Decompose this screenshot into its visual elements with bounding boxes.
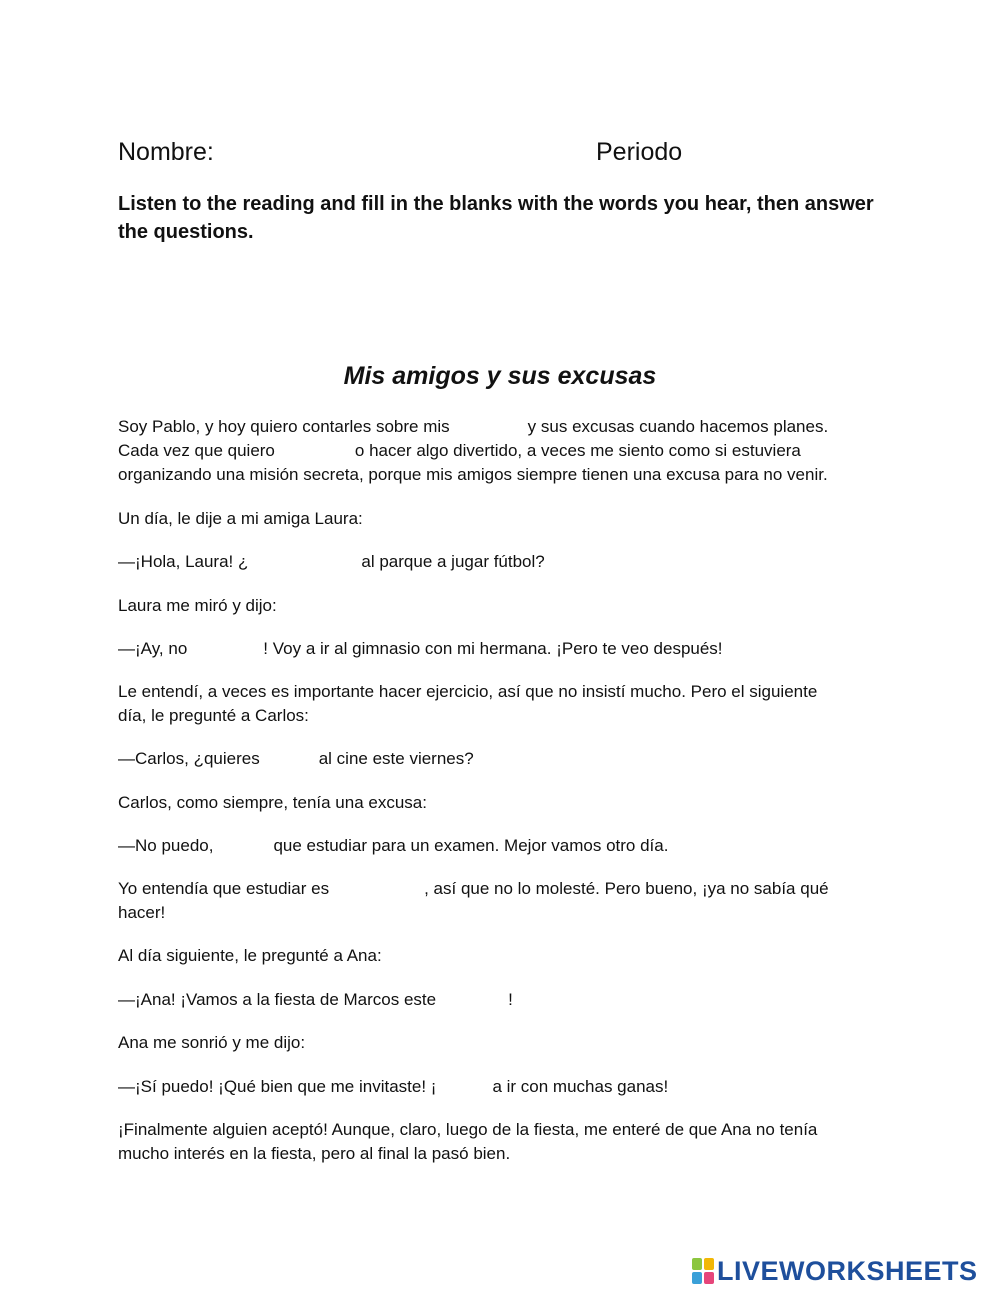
- blank-input[interactable]: [213, 838, 273, 856]
- paragraph: Un día, le dije a mi amiga Laura:: [118, 509, 363, 528]
- text-line: [118, 415, 888, 439]
- paragraph: Carlos, como siempre, tenía una excusa:: [118, 793, 427, 812]
- text-line: organizando una misión secreta, porque mis amigos siempre tienen una excusa para no venir.: [118, 465, 828, 484]
- blank-input[interactable]: [275, 443, 355, 461]
- period-label: Periodo: [596, 138, 683, 166]
- text: Yo entendía que estudiar es: [118, 879, 330, 898]
- paragraph: [118, 1118, 888, 1166]
- text-line: Le entendí, a veces es importante hacer ejercicio, así que no insistí mucho. Pero el siguiente: [118, 682, 818, 701]
- paragraph: Al día siguiente, le pregunté a Ana:: [118, 946, 382, 965]
- text-line: mucho interés en la fiesta, pero al final la pasó bien.: [118, 1144, 511, 1163]
- name-label: Nombre:: [118, 138, 214, 166]
- blank-input[interactable]: [436, 1079, 492, 1097]
- text: !: [508, 990, 513, 1009]
- paragraph-dialogue: [118, 834, 888, 858]
- paragraph-dialogue: [118, 637, 888, 661]
- text-line: [118, 877, 888, 901]
- text-line: [118, 439, 888, 463]
- text-line: día, le pregunté a Carlos:: [118, 706, 309, 725]
- liveworksheets-logo: [692, 1255, 978, 1287]
- paragraph-dialogue: [118, 1075, 888, 1099]
- logo-text: LIVEWORKSHEETS: [717, 1255, 978, 1286]
- text: —¡Ay, no: [118, 639, 188, 658]
- paragraph: [118, 680, 888, 728]
- text-line: ¡Finalmente alguien aceptó! Aunque, claro, luego de la fiesta, me enteré de que Ana no tenía: [118, 1120, 818, 1139]
- text: al cine este viernes?: [318, 749, 474, 768]
- text: y sus excusas cuando hacemos planes.: [527, 417, 829, 436]
- text: a ir con muchas ganas!: [492, 1077, 669, 1096]
- paragraph-dialogue: [118, 550, 888, 574]
- text: , así que no lo molesté. Pero bueno, ¡ya no sabía qué: [424, 879, 829, 898]
- text: Soy Pablo, y hoy quiero contarles sobre mis: [118, 417, 450, 436]
- blank-input[interactable]: [260, 751, 319, 769]
- blank-input[interactable]: [436, 992, 508, 1010]
- paragraph: Ana me sonrió y me dijo:: [118, 1033, 306, 1052]
- text: que estudiar para un examen. Mejor vamos otro día.: [273, 836, 669, 855]
- story-title: Mis amigos y sus excusas: [343, 362, 657, 390]
- paragraph-dialogue: [118, 988, 888, 1012]
- paragraph: Laura me miró y dijo:: [118, 596, 277, 615]
- text-line: hacer!: [118, 903, 166, 922]
- text: ! Voy a ir al gimnasio con mi hermana. ¡Pero te veo después!: [263, 639, 723, 658]
- paragraph-intro: [118, 415, 888, 487]
- blank-input[interactable]: [248, 554, 361, 572]
- logo-mark-icon: [692, 1258, 714, 1284]
- blank-input[interactable]: [187, 641, 263, 659]
- paragraph-dialogue: [118, 747, 888, 771]
- instructions: Listen to the reading and fill in the blanks with the words you hear, then answer the questions.: [118, 193, 874, 243]
- text: —¡Ana! ¡Vamos a la fiesta de Marcos este: [118, 990, 437, 1009]
- paragraph: [118, 877, 888, 925]
- text: o hacer algo divertido, a veces me siento como si estuviera: [354, 441, 801, 460]
- text: al parque a jugar fútbol?: [361, 552, 545, 571]
- text: —No puedo,: [118, 836, 214, 855]
- text: —¡Hola, Laura! ¿: [118, 552, 249, 571]
- text: —¡Sí puedo! ¡Qué bien que me invitaste! ¡: [118, 1077, 437, 1096]
- text: —Carlos, ¿quieres: [118, 749, 260, 768]
- blank-input[interactable]: [329, 881, 424, 899]
- blank-input[interactable]: [450, 419, 528, 437]
- text: Cada vez que quiero: [118, 441, 275, 460]
